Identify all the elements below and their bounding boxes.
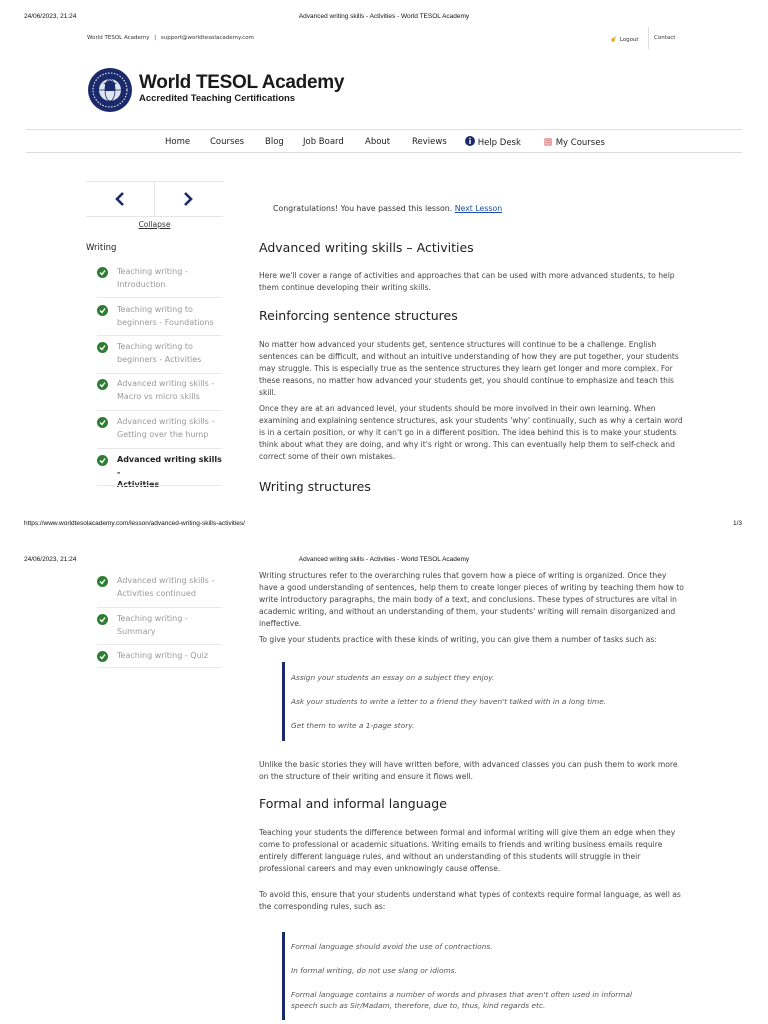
formal-paragraph-1: Teaching your students the difference between formal and informal writing will give them an edge when they come to professional or academic situations. Writing emails to friends and writing business emails require entirely different language rules, and without an understanding of this students will struggle in their professional careers and may even unknowingly cause offense.: [259, 828, 676, 873]
nav-about[interactable]: About: [365, 137, 391, 147]
lesson-label: Advanced writing skills - Macro vs micro skills: [117, 379, 215, 401]
check-icon: [97, 342, 108, 353]
heading-sentence-structures: Reinforcing sentence structures: [259, 308, 458, 323]
lesson-pager: [86, 181, 223, 217]
collapse-link[interactable]: Collapse: [138, 220, 171, 229]
intro-paragraph: Here we'll cover a range of activities and approaches that can be used with more advanced students, to help them continue developing their writing skills.: [259, 271, 675, 292]
next-lesson-icon[interactable]: [183, 192, 193, 206]
sidebar-lesson-activities-current[interactable]: [97, 454, 222, 494]
info-icon: [465, 136, 475, 146]
topbar-site-name: World TESOL Academy: [87, 35, 150, 41]
lesson-label: Teaching writing - Introduction: [117, 267, 188, 289]
nav-job-board[interactable]: Job Board: [303, 137, 344, 147]
task-item: Assign your students an essay on a subject they enjoy.: [291, 673, 495, 682]
check-icon: [97, 576, 108, 587]
writing-paragraph-3: Unlike the basic stories they will have written before, with advanced classes you can push them to work more on the structure of their writing and ensure it flows well.: [259, 760, 678, 781]
sentence-paragraph-1: No matter how advanced your students get, sentence structures will continue to be a challenge. English sentences can be difficult, and without an intuitive understanding of how they are put together, your students may struggle. This is especially true as the sentence structures they learn get longer and more complex. For these reasons, no matter how advanced your students get, you should continue to emphasize and teach this skill.: [259, 340, 679, 397]
rule-item: Formal language contains a number of words and phrases that aren't often used in informal speech such as Sir/Madam, therefore, due to, thus, kind regards etc.: [291, 990, 633, 1010]
nav-blog[interactable]: Blog: [265, 137, 284, 147]
check-icon: [97, 267, 108, 278]
heading-formal-informal: Formal and informal language: [259, 796, 447, 811]
sidebar-lesson-macro-micro[interactable]: [97, 378, 222, 418]
lesson-label: Teaching writing to beginners - Foundations: [117, 305, 214, 327]
tasks-blockquote-bar: [282, 662, 285, 741]
lesson-label: Teaching writing - Quiz: [117, 651, 209, 660]
rules-blockquote-bar: [282, 932, 285, 1020]
logout-link[interactable]: [611, 35, 639, 43]
lesson-label: Teaching writing - Summary: [117, 614, 188, 636]
task-item: Ask your students to write a letter to a friend they haven't talked with in a long time.: [291, 697, 607, 706]
sidebar-lesson-quiz[interactable]: [97, 650, 222, 670]
key-icon: [611, 35, 618, 42]
nav-help-desk[interactable]: [465, 136, 521, 148]
print-doc-title: Advanced writing skills - Activities - World TESOL Academy: [298, 13, 470, 20]
topbar-separator: |: [154, 35, 157, 41]
brand-name[interactable]: World TESOL Academy: [139, 72, 345, 93]
next-lesson-link[interactable]: Next Lesson: [454, 204, 503, 213]
check-icon: [97, 417, 108, 428]
print-doc-title: Advanced writing skills - Activities - World TESOL Academy: [298, 556, 470, 563]
sidebar-lesson-activities-continued[interactable]: [97, 575, 222, 615]
formal-paragraph-2: To avoid this, ensure that your students understand what types of contexts require formal language, as well as the corresponding rules, such as:: [259, 890, 681, 911]
writing-paragraph-2: To give your students practice with these kinds of writing, you can give them a number of tasks such as:: [259, 635, 657, 644]
lesson-label: Teaching writing to beginners - Activities: [117, 342, 202, 364]
rule-item: Formal language should avoid the use of contractions.: [291, 942, 493, 951]
heading-writing-structures: Writing structures: [259, 479, 371, 494]
brand-tagline: Accredited Teaching Certifications: [139, 93, 296, 104]
rule-item: In formal writing, do not use slang or idioms.: [291, 966, 457, 975]
prev-lesson-icon[interactable]: [115, 192, 125, 206]
logo-emblem[interactable]: [87, 67, 133, 113]
print-timestamp: 24/06/2023, 21:24: [24, 556, 77, 563]
task-item: Get them to write a 1-page story.: [291, 721, 415, 730]
nav-courses[interactable]: Courses: [210, 137, 245, 147]
nav-home[interactable]: Home: [165, 137, 191, 147]
lesson-passed-notice: [273, 204, 502, 213]
topbar-info: [87, 35, 254, 41]
lesson-label: Advanced writing skills - Getting over the hump: [117, 417, 215, 439]
check-icon: [97, 305, 108, 316]
sidebar-lesson-beginners-activities[interactable]: [97, 341, 222, 381]
sidebar-section-title: Writing: [86, 243, 117, 253]
print-page-number: 1/3: [733, 520, 743, 527]
notice-text: Congratulations! You have passed this lesson.: [273, 204, 453, 213]
check-icon: [97, 379, 108, 390]
page-title: Advanced writing skills – Activities: [259, 240, 474, 255]
sentence-paragraph-2: Once they are at an advanced level, your students should be more involved in their own learning. When examining and explaining sentence structures, ask your students 'why' continually, such as why a certain word is in a certain position, or why it can't go in a different position. The idea behind this is to make your students think about what they are doing, and why it's right or wrong. This can eventually help them to self-check and correct some of their own mistakes.: [259, 404, 683, 461]
contact-link[interactable]: Contact: [654, 35, 676, 41]
book-icon: [544, 137, 553, 146]
check-icon: [97, 651, 108, 662]
lesson-label: Advanced writing skills -: [117, 455, 222, 477]
nav-reviews[interactable]: Reviews: [412, 137, 447, 147]
logout-label: Logout: [619, 37, 639, 43]
writing-paragraph-1: Writing structures refer to the overarching rules that govern how a piece of writing is organized. Once they have a good understanding of sentences, help them to create longer pieces of writing by teaching them how to write introductory paragraphs, the main body of a text, and conclusions. These types of structures are vital in academic writing, and without an understanding of them, your students' writing will remain disorganized and ineffective.: [259, 571, 684, 628]
sidebar-lesson-intro[interactable]: [97, 266, 222, 306]
help-desk-label: Help Desk: [477, 138, 521, 148]
sidebar-lesson-beginners-foundations[interactable]: [97, 304, 222, 344]
my-courses-label: My Courses: [555, 138, 605, 148]
nav-my-courses[interactable]: [544, 137, 605, 148]
sidebar-lesson-summary[interactable]: [97, 613, 222, 653]
lesson-label: Advanced writing skills - Activities continued: [117, 576, 215, 598]
topbar-email[interactable]: support@worldtesolacademy.com: [160, 35, 254, 41]
sidebar-lesson-over-the-hump[interactable]: [97, 416, 222, 456]
check-icon: [97, 455, 108, 466]
print-timestamp: 24/06/2023, 21:24: [24, 13, 77, 20]
print-url: https://www.worldtesolacademy.com/lesson/advanced-writing-skills-activities/: [24, 520, 245, 527]
globe-seal-icon: [87, 67, 133, 113]
check-icon: [97, 614, 108, 625]
